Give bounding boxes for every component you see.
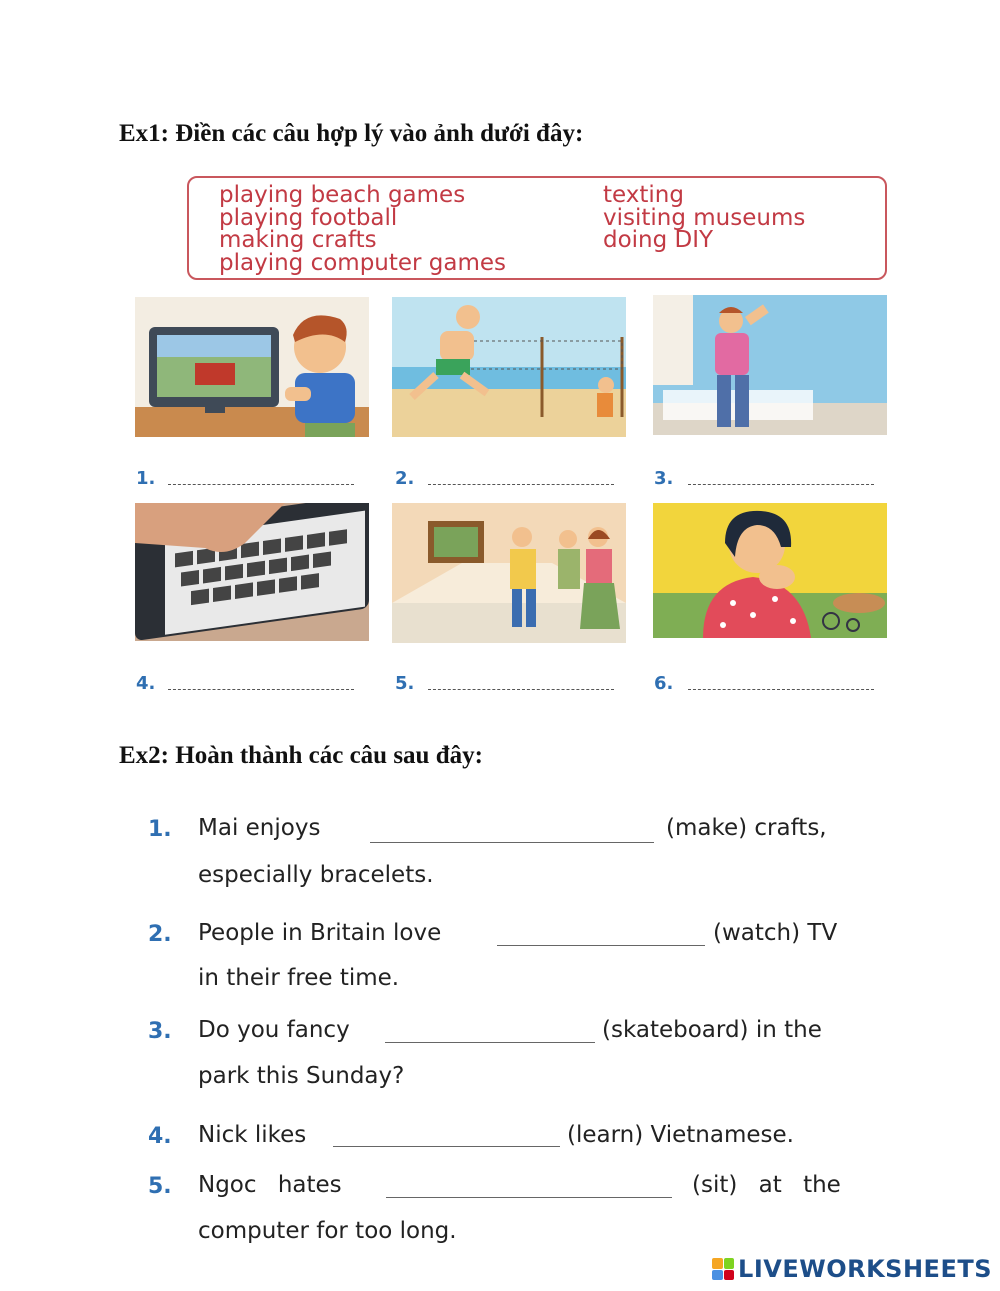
answer-blank-6[interactable] bbox=[688, 689, 874, 690]
item-number: 4. bbox=[148, 1124, 172, 1149]
exercise-2-title: Ex2: Hoàn thành các câu sau đây: bbox=[119, 742, 483, 769]
answer-blank-2[interactable] bbox=[428, 484, 614, 485]
liveworksheets-logo-icon bbox=[712, 1258, 734, 1280]
sentence-end: (watch) TV bbox=[713, 920, 838, 946]
blank-label-5: 5. bbox=[395, 673, 415, 694]
word-option: texting bbox=[603, 182, 684, 208]
picture-texting bbox=[135, 503, 369, 641]
sentence-start: People in Britain love bbox=[198, 920, 442, 946]
picture-computer-games bbox=[135, 297, 369, 437]
blank-label-6: 6. bbox=[654, 673, 674, 694]
picture-making-crafts bbox=[653, 503, 887, 638]
blank-label-3: 3. bbox=[654, 468, 674, 489]
fill-blank-5[interactable] bbox=[386, 1197, 672, 1198]
sentence-end: (make) crafts, bbox=[666, 815, 827, 841]
item-number: 2. bbox=[148, 922, 172, 947]
word-option: doing DIY bbox=[603, 227, 714, 253]
blank-label-2: 2. bbox=[395, 468, 415, 489]
picture-visiting-museums bbox=[392, 503, 626, 643]
sentence-continuation: computer for too long. bbox=[198, 1218, 457, 1244]
sentence-end: (sit) at the bbox=[692, 1172, 841, 1198]
word-box-right-column bbox=[603, 184, 805, 252]
answer-blank-5[interactable] bbox=[428, 689, 614, 690]
blank-label-4: 4. bbox=[136, 673, 156, 694]
sentence-end: (skateboard) in the bbox=[602, 1017, 822, 1043]
sentence-continuation: park this Sunday? bbox=[198, 1063, 405, 1089]
sentence-start: Mai enjoys bbox=[198, 815, 321, 841]
word-option: playing football bbox=[219, 204, 398, 231]
fill-blank-3[interactable] bbox=[385, 1042, 595, 1043]
sentence-end: (learn) Vietnamese. bbox=[567, 1122, 794, 1148]
word-option: making crafts bbox=[219, 227, 377, 253]
word-option: playing computer games bbox=[219, 249, 507, 276]
answer-blank-4[interactable] bbox=[168, 689, 354, 690]
sentence-start: Ngoc hates bbox=[198, 1172, 342, 1198]
word-option: visiting museums bbox=[603, 204, 806, 231]
sentence-start: Nick likes bbox=[198, 1122, 307, 1148]
answer-blank-1[interactable] bbox=[168, 484, 354, 485]
picture-doing-diy bbox=[653, 295, 887, 435]
item-number: 1. bbox=[148, 817, 172, 842]
sentence-continuation: in their free time. bbox=[198, 965, 400, 991]
fill-blank-1[interactable] bbox=[370, 842, 654, 843]
brand-name: LIVEWORKSHEETS bbox=[738, 1255, 992, 1283]
sentence-start: Do you fancy bbox=[198, 1017, 350, 1043]
word-box-left-column bbox=[219, 184, 506, 274]
item-number: 3. bbox=[148, 1019, 172, 1044]
exercise-1-title: Ex1: Điền các câu hợp lý vào ảnh dưới đây: bbox=[119, 120, 584, 147]
fill-blank-4[interactable] bbox=[333, 1146, 560, 1147]
fill-blank-2[interactable] bbox=[497, 945, 705, 946]
word-box bbox=[187, 176, 887, 280]
liveworksheets-brand bbox=[712, 1255, 992, 1283]
answer-blank-3[interactable] bbox=[688, 484, 874, 485]
item-number: 5. bbox=[148, 1174, 172, 1199]
sentence-continuation: especially bracelets. bbox=[198, 862, 434, 888]
picture-beach-games bbox=[392, 297, 626, 437]
blank-label-1: 1. bbox=[136, 468, 156, 489]
word-option: playing beach games bbox=[219, 182, 466, 208]
